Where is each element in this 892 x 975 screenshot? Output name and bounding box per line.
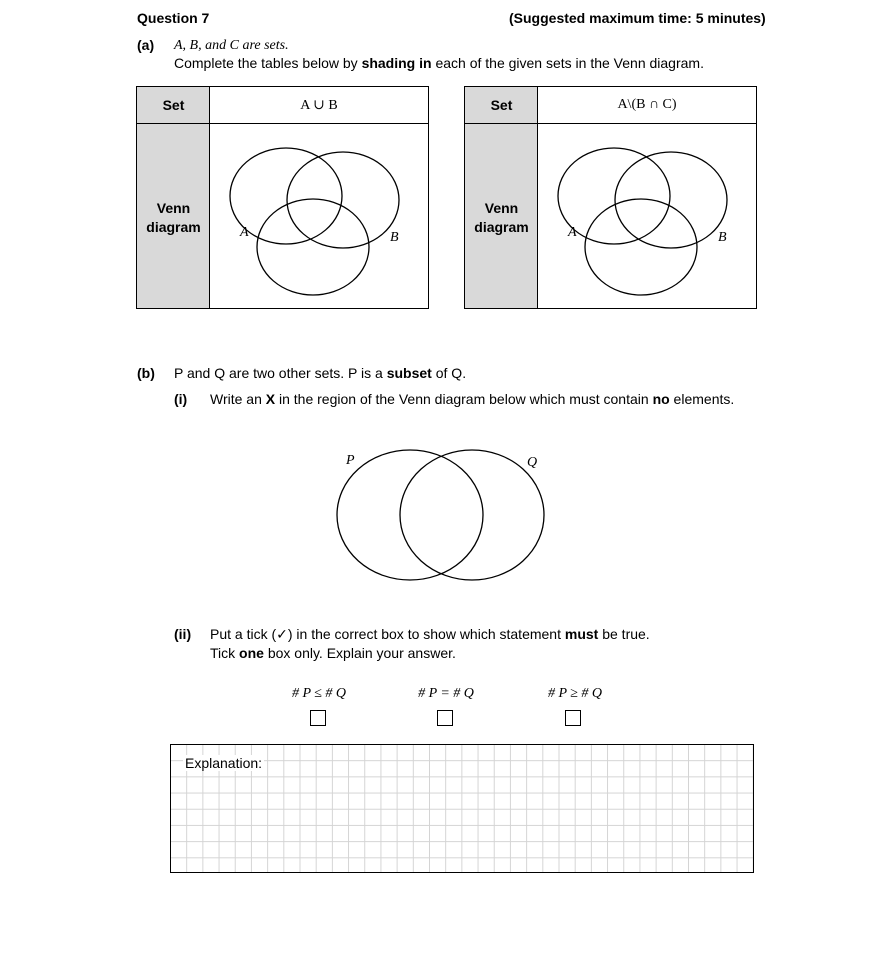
part-a-label: (a)	[137, 37, 155, 53]
venn-row-label-line1: Venn	[484, 200, 519, 216]
venn-diagram-abc[interactable]	[539, 124, 756, 308]
set-header: Set	[490, 97, 513, 113]
venn-diagram-abc[interactable]	[211, 124, 428, 308]
label-a: A	[240, 225, 249, 240]
venn-table-difference	[464, 86, 757, 309]
label-p: P	[346, 453, 355, 468]
option-eq-checkbox[interactable]	[437, 710, 453, 726]
sub-i-text-no: no	[652, 391, 670, 407]
explanation-label: Explanation:	[185, 755, 263, 771]
option-eq-label: # P = # Q	[418, 686, 474, 701]
option-leq-checkbox[interactable]	[310, 710, 326, 726]
question-title: Question 7	[137, 10, 210, 26]
part-b-intro	[174, 364, 466, 382]
venn-row-label-line2: diagram	[146, 219, 201, 235]
sub-ii-line1	[210, 625, 650, 643]
sub-i-text-pre: Write an	[210, 391, 266, 407]
part-b-intro-post: of Q.	[431, 365, 467, 381]
venn-diagram-pq[interactable]	[320, 440, 560, 590]
set-q-circle[interactable]	[400, 450, 544, 580]
option-geq-checkbox[interactable]	[565, 710, 581, 726]
sub-ii-line1-pre: Put a tick (✓) in the correct box to show which statement	[210, 626, 565, 642]
option-geq-label: # P ≥ # Q	[547, 686, 603, 701]
venn-table-union	[136, 86, 429, 309]
sub-i-text-post: elements.	[669, 391, 735, 407]
sub-ii-line2-pre: Tick	[210, 645, 240, 661]
venn-row-label-line2: diagram	[474, 219, 529, 235]
instruction-pre: Complete the tables below by	[174, 55, 362, 71]
sub-ii-line1-post: be true.	[598, 626, 650, 642]
sub-i-text-mid: in the region of the Venn diagram below which must contain	[275, 391, 653, 407]
explanation-box[interactable]	[170, 744, 754, 873]
set-expression: A ∪ B	[300, 98, 338, 113]
set-header-cell	[137, 87, 210, 308]
instruction-bold: shading in	[361, 55, 432, 71]
part-a-intro-text: A, B, and C are sets.	[174, 38, 289, 53]
sub-ii-line1-bold: must	[564, 626, 599, 642]
sub-ii-line2-bold: one	[239, 645, 264, 661]
set-p-circle[interactable]	[337, 450, 483, 580]
sub-ii-line2-post: box only. Explain your answer.	[263, 645, 456, 661]
sub-i-text	[210, 390, 734, 408]
instruction-post: each of the given sets in the Venn diagram.	[431, 55, 704, 71]
label-b: B	[718, 230, 727, 245]
set-expression: A\(B ∩ C)	[617, 97, 677, 112]
sub-i-text-x: X	[265, 391, 276, 407]
label-a: A	[568, 225, 577, 240]
part-b-intro-bold: subset	[386, 365, 432, 381]
venn-row-label-line1: Venn	[156, 200, 191, 216]
venn-row-label	[465, 199, 538, 237]
sub-i-label: (i)	[174, 391, 188, 407]
label-q: Q	[527, 455, 538, 470]
part-b-intro-pre: P and Q are two other sets. P is a	[174, 365, 387, 381]
part-a-instruction	[174, 54, 704, 72]
part-a-intro	[174, 35, 289, 55]
set-header-cell	[465, 87, 538, 308]
part-b-label: (b)	[137, 365, 155, 381]
option-leq-label: # P ≤ # Q	[291, 686, 347, 701]
set-header: Set	[162, 97, 185, 113]
sub-ii-label: (ii)	[174, 626, 192, 642]
sub-ii-line2	[210, 644, 456, 662]
label-b: B	[390, 230, 399, 245]
venn-row-label	[137, 199, 210, 237]
suggested-time: (Suggested maximum time: 5 minutes)	[509, 10, 766, 26]
